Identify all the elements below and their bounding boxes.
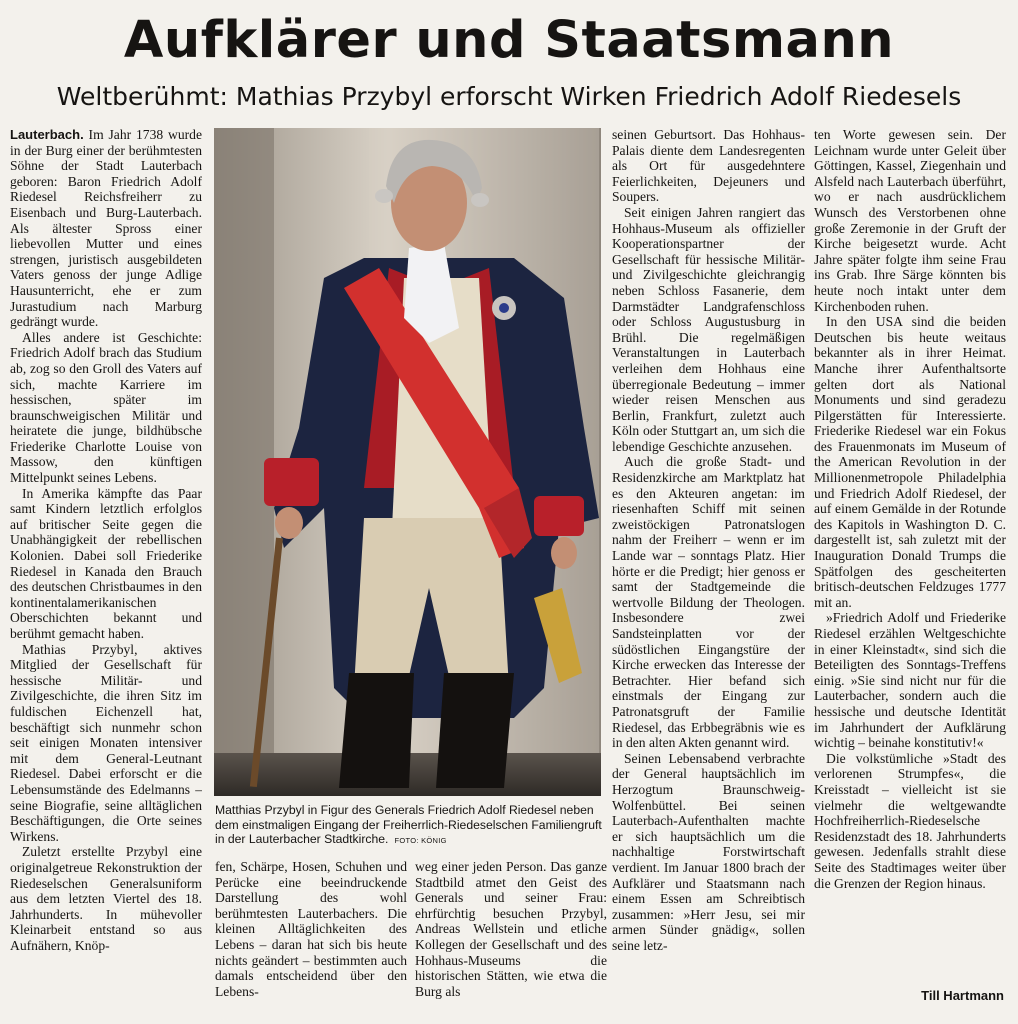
paragraph: »Friedrich Adolf und Friederike Riedesel erzählen Weltgeschichte in einer Kleinstadt«, sind sich die Beteiligten des Sonntags-Treffens einig. »Sie sind nicht nur für die Lauterbacher, sondern auch die hessische und deutsche Identität im Jahrhundert der Aufklärung wichtig – beinahe konstitutiv!«: [814, 610, 1006, 751]
headline: Aufklärer und Staatsmann: [123, 11, 895, 70]
author-byline: Till Hartmann: [921, 988, 1004, 1003]
article-photo: [214, 128, 601, 796]
subheadline: Weltberühmt: Mathias Przybyl erforscht Wirken Friedrich Adolf Riedesels: [56, 82, 962, 111]
dateline: Lauterbach.: [10, 127, 84, 142]
article-column-1: [10, 127, 202, 1014]
paragraph: Seinen Lebensabend verbrachte der General hauptsächlich im Herzogtum Braunschweig-Wolfenbüttel. Bei seinen Lauterbach-Aufenthalten machte er sich hauptsächlich um die nachhaltige Forstwirtschaft verdient. Im Januar 1800 brach der Aufklärer und Staatsmann nach einem Essen am Schreibtisch zusammen: »Herr Jesu, sei mir armen Sünder gnädig«, sollen seine letz-: [612, 750, 805, 953]
paragraph: Auch die große Stadt- und Residenzkirche am Marktplatz hat es den Akteuren angetan: im riesenhaften Schiff mit seinen zweistöckigen Patronatslogen nahm der Freiherr – wenn er im Lande war – sonntags Platz. Hier hörte er die Predigt; hier genoss er samt der Stadtgemeinde die wertvolle Bildung der Theologen. Insbesondere zwei Sandsteinplatten vor der südöstlichen Eingangstüre der Kirche erwecken das Interesse der Betrachter. Hier befand sich einstmals der Eingang zur Patronatsgruft der Familie Riedesel, das Erbbegräbnis wie es in den alten Akten genannt wird.: [612, 454, 805, 751]
paragraph: In den USA sind die beiden Deutschen bis heute weitaus bekannter als in ihrer Heimat. Manche ihrer Aufenthaltsorte gelten dort als National Monuments und sind geradezu Pilgerstätten für Interessierte. Friederike Riedesel war ein Fokus des Frauenmonats im Museum of the American Revolution in der Millionenmetropole Philadelphia und Friedrich Adolf Riedesel, der auf einem Gemälde in der Rotunde des Kapitols in Washington D. C. dargestellt ist, sah zuletzt mit der Inauguration Donald Trumps die Spätfolgen des gescheiterten britisch-deutschen Feldzuges 1777 mit an.: [814, 314, 1006, 610]
paragraph: Mathias Przybyl, aktives Mitglied der Gesellschaft für hessische Militär- und Zivilgeschichte, die ihren Sitz im fuldischen Eichenzell hat, beschäftigt sich nunmehr schon seit einigen Monaten intensiver mit dem General-Leutnant Riedesel. Dabei erforscht er die Lebensumstände des Edelmanns – seine Biografie, seine alltäglichen Beschäftigungen, die Orte seines Wirkens.: [10, 641, 202, 844]
article-column-4: [612, 127, 805, 1014]
paragraph: seinen Geburtsort. Das Hohhaus-Palais diente dem Landesregenten als Ort für ausgedehntere Feierlichkeiten, Dejeuners und Soupers.: [612, 127, 805, 205]
paragraph: Seit einigen Jahren rangiert das Hohhaus-Museum als offizieller Kooperationspartner der Gesellschaft für hessische Militär- und Zivilgeschichte gleichrangig neben Schloss Fasanerie, dem Darmstädter Landgrafenschloss oder Schloss Augustusburg in Brühl. Die regelmäßigen Veranstaltungen in Lauterbach verleihen dem Hohhaus eine überregionale Bedeutung – immer wieder reisen Menschen aus Berlin, Frankfurt, zuletzt auch Köln oder Stuttgart an, um sich die lebendige Geschichte anzusehen.: [612, 204, 805, 454]
caption-text: Matthias Przybyl in Figur des Generals Friedrich Adolf Riedesel neben dem einstmaligen Eingang der Freiherrlich-Riedeselschen Familiengruft in der Lauterbacher Stadtkirche.: [215, 803, 602, 847]
article-column-2: [215, 859, 407, 1009]
paragraph: Alles andere ist Geschichte: Friedrich Adolf brach das Studium ab, zog so den Groll des Vaters auf sich, machte Karriere im hessischen, später im braunschweigischen Militär und heiratete die junge, bildhübsche Friederike Charlotte Louise von Massow, den künftigen Mittelpunkt seines Lebens.: [10, 329, 202, 486]
paragraph: ten Worte gewesen sein. Der Leichnam wurde unter Geleit über Göttingen, Kassel, Ziegenhain und Alsfeld nach Lauterbach überführt, wo er nach ausdrücklichem Wunsch des Verstorbenen ohne große Zeremonie in der Gruft der Kirche beigesetzt wurde. Acht Jahre später folgte ihm seine Frau ins Grab. Ihre Särge könnten bis heute noch intakt unter dem Kirchenboden ruhen.: [814, 127, 1006, 314]
general-portrait-illustration: [214, 128, 601, 796]
photo-credit: FOTO: KÖNIG: [394, 836, 447, 846]
paragraph: In Amerika kämpfte das Paar samt Kindern letztlich erfolglos auf britischer Seite gegen die Unabhängigkeit der rebellischen Kolonien. Dabei soll Friederike Riedesel in Kanada den Brauch des deutschen Christbaumes in den kontinentalamerikanischen Oberschichten bekannt und berühmt gemacht haben.: [10, 485, 202, 641]
article-column-3: [415, 859, 607, 1009]
paragraph: weg einer jeden Person. Das ganze Stadtbild atmet den Geist des Generals und seiner Frau: ehrfürchtig besuchen Przybyl, Andreas Wellstein und etliche Kollegen der Gesellschaft und des Hohhaus-Museums die historischen Stätten, wie etwa die Burg als: [415, 859, 607, 999]
paragraph: [10, 127, 202, 330]
paragraph: fen, Schärpe, Hosen, Schuhen und Perücke eine beeindruckende Darstellung des wohl berühmtesten Lauterbachers. Die kleinen Alltäglichkeiten des Lebens – daran hat sich bis heute nichts geändert – bestimmten auch damals entscheidend über den Lebens-: [215, 859, 407, 999]
paragraph-text: Im Jahr 1738 wurde in der Burg einer der berühmtesten Söhne der Stadt Lauterbach geboren: Baron Friedrich Adolf Riedesel Reichsfreiherr zu Eisenbach und Burg-Lauterbach. Als ältester Spross einer liebevollen Mutter und eines strengen, juristisch ausgebildeten Vaters genoss der junge Adlige Hausunterricht, ehe er zum Jurastudium nach Marburg gedrängt wurde.: [10, 127, 202, 330]
photo-caption: [215, 803, 605, 849]
paragraph: Die volkstümliche »Stadt des verlorenen Strumpfes«, die Kreisstadt – vielleicht ist sie vielmehr die weltgewandte Hochfreiherrlich-Riedeselsche Residenzstadt des 18. Jahrhunderts gewesen. Jedenfalls strahlt diese Seite des Stadtimages weiter über die Grenzen der Region hinaus.: [814, 750, 1006, 891]
paragraph: Zuletzt erstellte Przybyl eine originalgetreue Rekonstruktion der Riedeselschen Generalsuniform aus dem letzten Viertel des 18. Jahrhunderts. In mühevoller Kleinarbeit entstand so aus Aufnähern, Knöp-: [10, 844, 202, 953]
article-column-5: [814, 127, 1006, 997]
